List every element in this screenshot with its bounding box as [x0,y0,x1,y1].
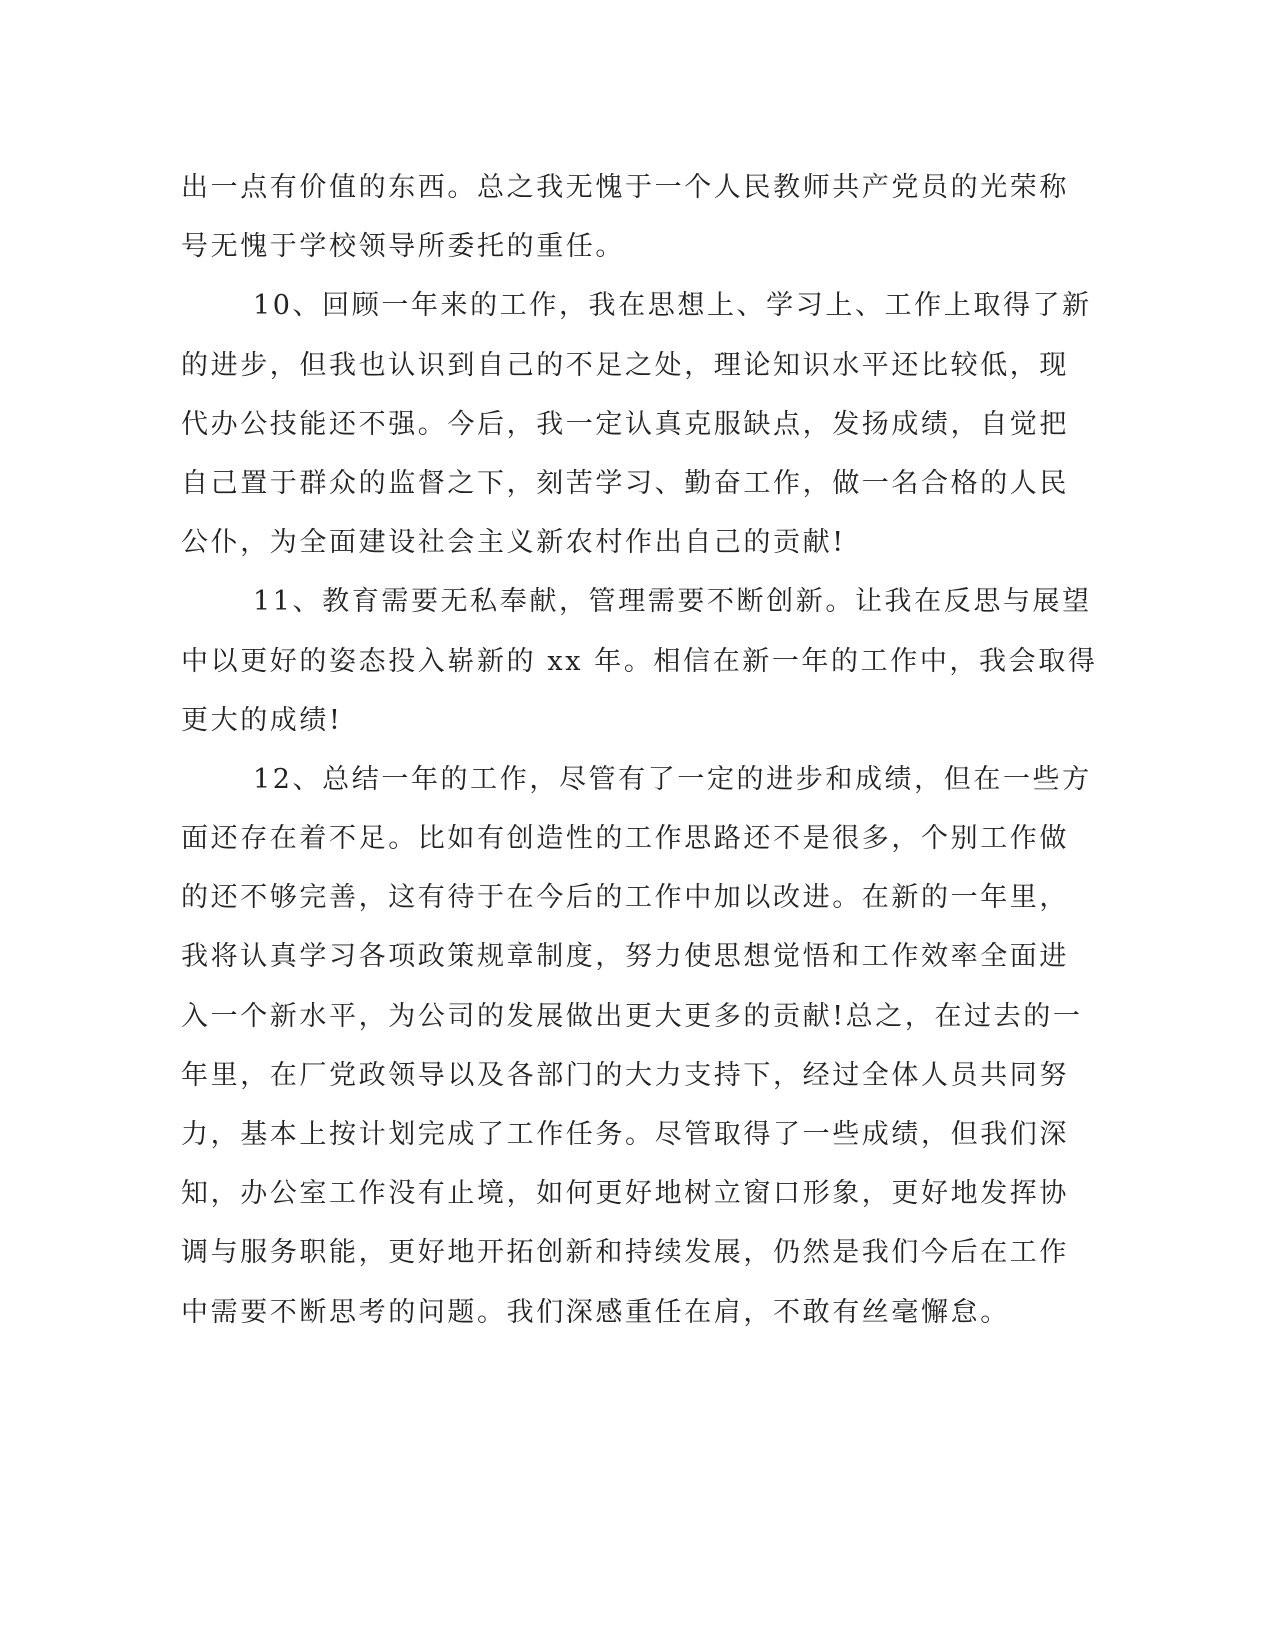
text-line: 知，办公室工作没有止境，如何更好地树立窗口形象，更好地发挥协 [181,1178,1069,1210]
text-line: 公仆，为全面建设社会主义新农村作出自己的贡献! [181,527,846,559]
paragraph-continuation [181,158,1069,276]
paragraph-11 [181,572,1098,750]
text-line: 调与服务职能，更好地开拓创新和持续发展，仍然是我们今后在工作 [181,1237,1069,1269]
text-line: 出一点有价值的东西。总之我无愧于一个人民教师共产党员的光荣称 [181,172,1069,203]
text-line: 代办公技能还不强。今后，我一定认真克服缺点，发扬成绩，自觉把 [181,408,1069,440]
text-line: 年里，在厂党政领导以及各部门的大力支持下，经过全体人员共同努 [181,1059,1069,1091]
text-line: 中需要不断思考的问题。我们深感重任在肩，不敢有丝毫懈怠。 [181,1296,1010,1328]
text-line: 12、总结一年的工作，尽管有了一定的进步和成绩，但在一些方 [253,763,1092,795]
text-line: 10、回顾一年来的工作，我在思想上、学习上、工作上取得了新 [253,290,1092,322]
text-line: 力，基本上按计划完成了工作任务。尽管取得了一些成绩，但我们深 [181,1119,1069,1150]
text-line: 入一个新水平，为公司的发展做出更大更多的贡献!总之，在过去的一 [181,1000,1083,1032]
paragraph-10 [181,276,1092,572]
text-line: 中以更好的姿态投入崭新的 xx 年。相信在新一年的工作中，我会取得 [181,645,1098,677]
text-line: 我将认真学习各项政策规章制度，努力使思想觉悟和工作效率全面进 [181,941,1069,973]
text-line: 的还不够完善，这有待于在今后的工作中加以改进。在新的一年里， [181,882,1069,914]
text-line: 11、教育需要无私奉献，管理需要不断创新。让我在反思与展望 [253,586,1092,618]
text-line: 的进步，但我也认识到自己的不足之处，理论知识水平还比较低，现 [181,349,1069,381]
document-body [181,158,1098,1342]
paragraph-12 [181,750,1092,1342]
text-line: 号无愧于学校领导所委托的重任。 [181,231,625,263]
text-line: 自己置于群众的监督之下，刻苦学习、勤奋工作，做一名合格的人民 [181,467,1069,499]
text-line: 面还存在着不足。比如有创造性的工作思路还不是很多，个别工作做 [181,823,1069,855]
text-line: 更大的成绩! [181,704,343,736]
